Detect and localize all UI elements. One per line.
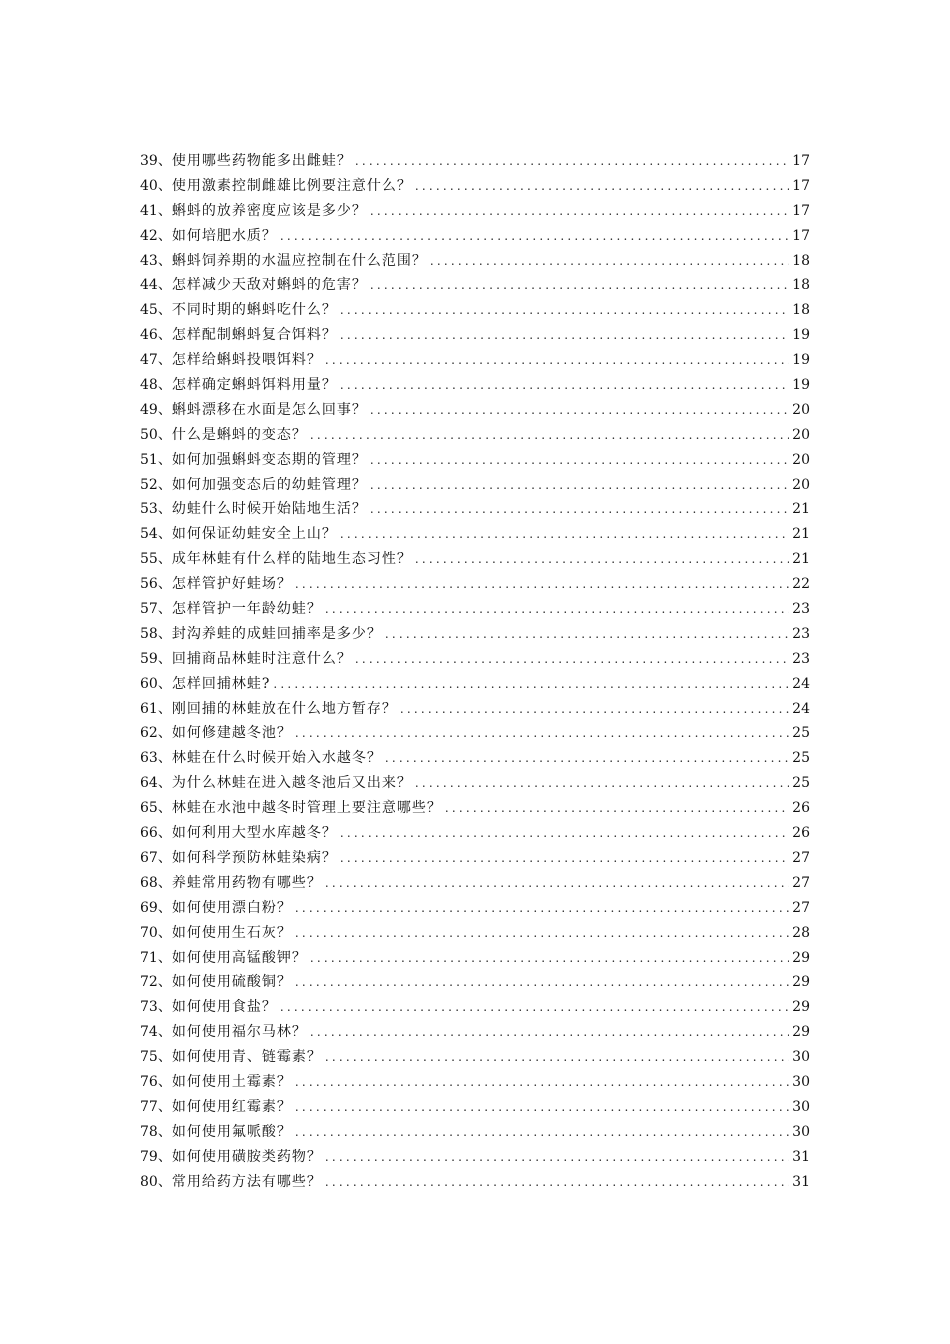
toc-entry-number: 50、	[140, 426, 172, 443]
toc-entry[interactable]	[140, 1095, 810, 1120]
toc-entry-number: 70、	[140, 924, 172, 941]
toc-entry[interactable]	[140, 697, 810, 722]
toc-entry-title: 幼蛙什么时候开始陆地生活？	[171, 501, 367, 518]
toc-entry-page: 17	[792, 202, 810, 219]
toc-entry-page: 17	[792, 227, 810, 244]
toc-entry-title: 为什么林蛙在进入越冬池后又出来？	[171, 775, 412, 792]
toc-entry-number: 63、	[140, 750, 172, 767]
toc-entry[interactable]	[140, 622, 810, 647]
toc-entry[interactable]	[140, 1020, 810, 1045]
toc-entry-number: 51、	[140, 451, 172, 468]
toc-entry[interactable]	[140, 995, 810, 1020]
toc-entry-number: 73、	[140, 999, 172, 1016]
toc-dot-leader	[385, 746, 789, 771]
toc-entry[interactable]	[140, 1120, 810, 1145]
toc-entry[interactable]	[140, 224, 810, 249]
toc-entry-page: 30	[792, 1123, 810, 1140]
toc-dot-leader	[445, 796, 789, 821]
toc-entry[interactable]	[140, 497, 810, 522]
toc-entry-title: 如何使用生石灰？	[171, 924, 292, 941]
toc-entry-page: 31	[792, 1173, 810, 1190]
toc-entry[interactable]	[140, 448, 810, 473]
toc-entry-title: 林蛙在水池中越冬时管理上要注意哪些？	[171, 800, 442, 817]
toc-entry-title: 刚回捕的林蛙放在什么地方暂存？	[171, 700, 397, 717]
toc-entry-title: 怎样给蝌蚪投喂饵料？	[171, 352, 322, 369]
toc-entry-title: 如何使用福尔马林？	[171, 1024, 307, 1041]
toc-entry-page: 30	[792, 1049, 810, 1066]
toc-entry-title: 如何使用磺胺类药物？	[171, 1148, 322, 1165]
toc-entry-number: 64、	[140, 775, 172, 792]
toc-entry-number: 68、	[140, 874, 172, 891]
toc-entry-title: 成年林蛙有什么样的陆地生态习性？	[171, 551, 412, 568]
toc-entry-number: 43、	[140, 252, 172, 269]
toc-dot-leader	[400, 697, 789, 722]
toc-entry-page: 17	[792, 153, 810, 169]
toc-dot-leader	[340, 373, 789, 398]
toc-entry-page: 22	[792, 576, 810, 593]
toc-entry-page: 29	[792, 974, 810, 991]
toc-dot-leader	[415, 547, 789, 572]
toc-entry-page: 26	[792, 800, 810, 817]
toc-dot-leader	[370, 199, 789, 224]
toc-entry-title: 不同时期的蝌蚪吃什么？	[171, 302, 337, 319]
toc-entry[interactable]	[140, 1170, 810, 1195]
toc-entry-page: 23	[792, 601, 810, 618]
toc-entry-number: 71、	[140, 949, 172, 966]
toc-entry-title: 使用激素控制雌雄比例要注意什么？	[171, 177, 412, 194]
toc-entry[interactable]	[140, 373, 810, 398]
toc-entry[interactable]	[140, 249, 810, 274]
toc-dot-leader	[273, 672, 789, 697]
toc-entry-page: 31	[792, 1148, 810, 1165]
toc-entry-page: 30	[792, 1098, 810, 1115]
toc-entry[interactable]	[140, 771, 810, 796]
toc-entry-page: 24	[792, 675, 810, 692]
toc-dot-leader	[295, 721, 789, 746]
toc-dot-leader	[370, 398, 789, 423]
toc-dot-leader	[340, 323, 789, 348]
toc-entry-number: 57、	[140, 601, 172, 618]
toc-dot-leader	[415, 174, 789, 199]
toc-entry[interactable]	[140, 298, 810, 323]
toc-entry-page: 18	[792, 277, 810, 294]
toc-entry[interactable]	[140, 796, 810, 821]
toc-entry-page: 19	[792, 352, 810, 369]
toc-entry-page: 18	[792, 302, 810, 319]
toc-entry-page: 23	[792, 625, 810, 642]
toc-dot-leader	[295, 896, 789, 921]
toc-entry-page: 29	[792, 1024, 810, 1041]
toc-entry-title: 蝌蚪漂移在水面是怎么回事？	[171, 401, 367, 418]
toc-entry-number: 48、	[140, 377, 172, 394]
toc-entry-page: 25	[792, 725, 810, 742]
toc-entry-number: 49、	[140, 401, 172, 418]
toc-entry-number: 77、	[140, 1098, 172, 1115]
toc-entry[interactable]	[140, 970, 810, 995]
toc-dot-leader	[370, 273, 789, 298]
toc-entry-title: 养蛙常用药物有哪些？	[171, 874, 322, 891]
toc-entry-title: 封沟养蛙的成蛙回捕率是多少？	[171, 625, 382, 642]
toc-entry[interactable]	[140, 821, 810, 846]
toc-entry-number: 66、	[140, 825, 172, 842]
toc-entry-title: 如何使用硫酸铜？	[171, 974, 292, 991]
toc-entry-page: 27	[792, 874, 810, 891]
toc-entry-page: 20	[792, 401, 810, 418]
toc-dot-leader	[280, 995, 789, 1020]
toc-dot-leader	[340, 846, 789, 871]
toc-entry-title: 怎样管护好蛙场？	[171, 576, 292, 593]
toc-entry-page: 20	[792, 451, 810, 468]
toc-entry-page: 26	[792, 825, 810, 842]
toc-entry-title: 使用哪些药物能多出雌蛙？	[171, 153, 352, 169]
toc-entry-number: 60、	[140, 675, 172, 692]
toc-entry-page: 25	[792, 775, 810, 792]
toc-entry-number: 62、	[140, 725, 172, 742]
toc-entry-number: 39、	[140, 153, 172, 169]
toc-entry-number: 61、	[140, 700, 172, 717]
toc-entry-title: 如何使用食盐？	[171, 999, 277, 1016]
toc-entry-page: 24	[792, 700, 810, 717]
toc-entry-number: 41、	[140, 202, 172, 219]
toc-dot-leader	[340, 821, 789, 846]
toc-entry-page: 21	[792, 526, 810, 543]
toc-entry-page: 27	[792, 849, 810, 866]
toc-entry-title: 怎样减少天敌对蝌蚪的危害？	[171, 277, 367, 294]
toc-dot-leader	[415, 771, 789, 796]
toc-entry[interactable]	[140, 273, 810, 298]
toc-entry-title: 怎样回捕林蛙?	[171, 675, 271, 692]
toc-entry[interactable]	[140, 323, 810, 348]
toc-entry-number: 76、	[140, 1073, 172, 1090]
toc-dot-leader	[370, 497, 789, 522]
toc-entry[interactable]	[140, 174, 810, 199]
toc-entry-title: 如何培肥水质？	[171, 227, 277, 244]
toc-dot-leader	[295, 1070, 789, 1095]
toc-entry-number: 80、	[140, 1173, 172, 1190]
toc-entry-page: 20	[792, 476, 810, 493]
toc-entry-title: 常用给药方法有哪些？	[171, 1173, 322, 1190]
toc-dot-leader	[325, 1145, 789, 1170]
toc-entry-page: 25	[792, 750, 810, 767]
toc-entry[interactable]	[140, 746, 810, 771]
toc-entry-title: 怎样确定蝌蚪饵料用量？	[171, 377, 337, 394]
toc-entry-page: 29	[792, 949, 810, 966]
toc-entry-number: 47、	[140, 352, 172, 369]
toc-entry-title: 如何利用大型水库越冬？	[171, 825, 337, 842]
toc-entry[interactable]	[140, 547, 810, 572]
toc-entry[interactable]	[140, 721, 810, 746]
toc-entry-number: 74、	[140, 1024, 172, 1041]
toc-entry[interactable]	[140, 199, 810, 224]
toc-entry-title: 如何使用漂白粉？	[171, 899, 292, 916]
toc-entry-number: 69、	[140, 899, 172, 916]
toc-entry-title: 林蛙在什么时候开始入水越冬？	[171, 750, 382, 767]
toc-dot-leader	[325, 1045, 789, 1070]
toc-dot-leader	[295, 970, 789, 995]
toc-dot-leader	[280, 224, 789, 249]
toc-entry-title: 蝌蚪的放养密度应该是多少？	[171, 202, 367, 219]
toc-entry-title: 如何科学预防林蛙染病？	[171, 849, 337, 866]
toc-entry-page: 17	[792, 177, 810, 194]
toc-entry-number: 44、	[140, 277, 172, 294]
toc-entry[interactable]	[140, 672, 810, 697]
toc-entry-page: 29	[792, 999, 810, 1016]
toc-entry[interactable]	[140, 946, 810, 971]
toc-entry-title: 如何加强蝌蚪变态期的管理？	[171, 451, 367, 468]
toc-entry-number: 67、	[140, 849, 172, 866]
toc-entry-title: 如何保证幼蛙安全上山？	[171, 526, 337, 543]
toc-entry[interactable]	[140, 348, 810, 373]
toc-entry-title: 如何使用土霉素？	[171, 1073, 292, 1090]
toc-dot-leader	[340, 298, 789, 323]
toc-entry[interactable]	[140, 871, 810, 896]
toc-dot-leader	[325, 348, 789, 373]
toc-dot-leader	[340, 522, 789, 547]
toc-entry-number: 54、	[140, 526, 172, 543]
toc-entry-title: 如何使用红霉素？	[171, 1098, 292, 1115]
toc-dot-leader	[295, 1120, 789, 1145]
toc-entry-number: 52、	[140, 476, 172, 493]
toc-entry[interactable]	[140, 572, 810, 597]
toc-entry[interactable]	[140, 1145, 810, 1170]
toc-dot-leader	[370, 448, 789, 473]
toc-entry-number: 72、	[140, 974, 172, 991]
toc-entry-title: 如何使用氟哌酸？	[171, 1123, 292, 1140]
toc-entry-page: 30	[792, 1073, 810, 1090]
toc-entry[interactable]	[140, 149, 810, 174]
toc-entry[interactable]	[140, 473, 810, 498]
toc-entry-number: 42、	[140, 227, 172, 244]
toc-dot-leader	[355, 647, 789, 672]
toc-entry-number: 79、	[140, 1148, 172, 1165]
toc-entry-number: 40、	[140, 177, 172, 194]
toc-entry-title: 什么是蝌蚪的变态？	[171, 426, 307, 443]
toc-dot-leader	[385, 622, 789, 647]
toc-dot-leader	[325, 1170, 789, 1195]
toc-entry-page: 23	[792, 650, 810, 667]
toc-dot-leader	[310, 423, 789, 448]
toc-entry-title: 如何使用高锰酸钾？	[171, 949, 307, 966]
toc-entry-title: 回捕商品林蛙时注意什么？	[171, 650, 352, 667]
toc-entry-page: 21	[792, 501, 810, 518]
toc-dot-leader	[355, 149, 789, 174]
toc-entry-title: 如何使用青、链霉素？	[171, 1049, 322, 1066]
toc-entry[interactable]	[140, 1070, 810, 1095]
toc-entry[interactable]	[140, 398, 810, 423]
toc-dot-leader	[325, 871, 789, 896]
toc-entry-title: 怎样管护一年龄幼蛙？	[171, 601, 322, 618]
toc-entry[interactable]	[140, 1045, 810, 1070]
toc-entry-page: 27	[792, 899, 810, 916]
toc-entry-number: 45、	[140, 302, 172, 319]
toc-entry-page: 20	[792, 426, 810, 443]
toc-entry[interactable]	[140, 522, 810, 547]
toc-entry-title: 如何加强变态后的幼蛙管理？	[171, 476, 367, 493]
toc-entry-page: 28	[792, 924, 810, 941]
toc-entry-number: 46、	[140, 327, 172, 344]
toc-dot-leader	[295, 572, 789, 597]
toc-entry-number: 56、	[140, 576, 172, 593]
toc-dot-leader	[370, 473, 789, 498]
table-of-contents	[140, 149, 810, 1194]
toc-entry-page: 19	[792, 377, 810, 394]
toc-entry-number: 65、	[140, 800, 172, 817]
toc-entry-page: 18	[792, 252, 810, 269]
toc-dot-leader	[430, 249, 789, 274]
toc-entry-title: 蝌蚪饲养期的水温应控制在什么范围？	[171, 252, 427, 269]
toc-dot-leader	[295, 1095, 789, 1120]
toc-entry-number: 59、	[140, 650, 172, 667]
toc-entry-number: 78、	[140, 1123, 172, 1140]
toc-entry-number: 58、	[140, 625, 172, 642]
toc-entry[interactable]	[140, 846, 810, 871]
toc-entry[interactable]	[140, 647, 810, 672]
toc-entry-number: 75、	[140, 1049, 172, 1066]
toc-dot-leader	[310, 1020, 789, 1045]
toc-entry[interactable]	[140, 423, 810, 448]
toc-entry-number: 55、	[140, 551, 172, 568]
toc-dot-leader	[295, 921, 789, 946]
toc-entry-title: 如何修建越冬池？	[171, 725, 292, 742]
toc-entry-title: 怎样配制蝌蚪复合饵料？	[171, 327, 337, 344]
toc-entry[interactable]	[140, 597, 810, 622]
toc-dot-leader	[310, 946, 789, 971]
toc-dot-leader	[325, 597, 789, 622]
toc-entry-page: 19	[792, 327, 810, 344]
toc-entry[interactable]	[140, 921, 810, 946]
toc-entry-page: 21	[792, 551, 810, 568]
toc-entry[interactable]	[140, 896, 810, 921]
toc-entry-number: 53、	[140, 501, 172, 518]
